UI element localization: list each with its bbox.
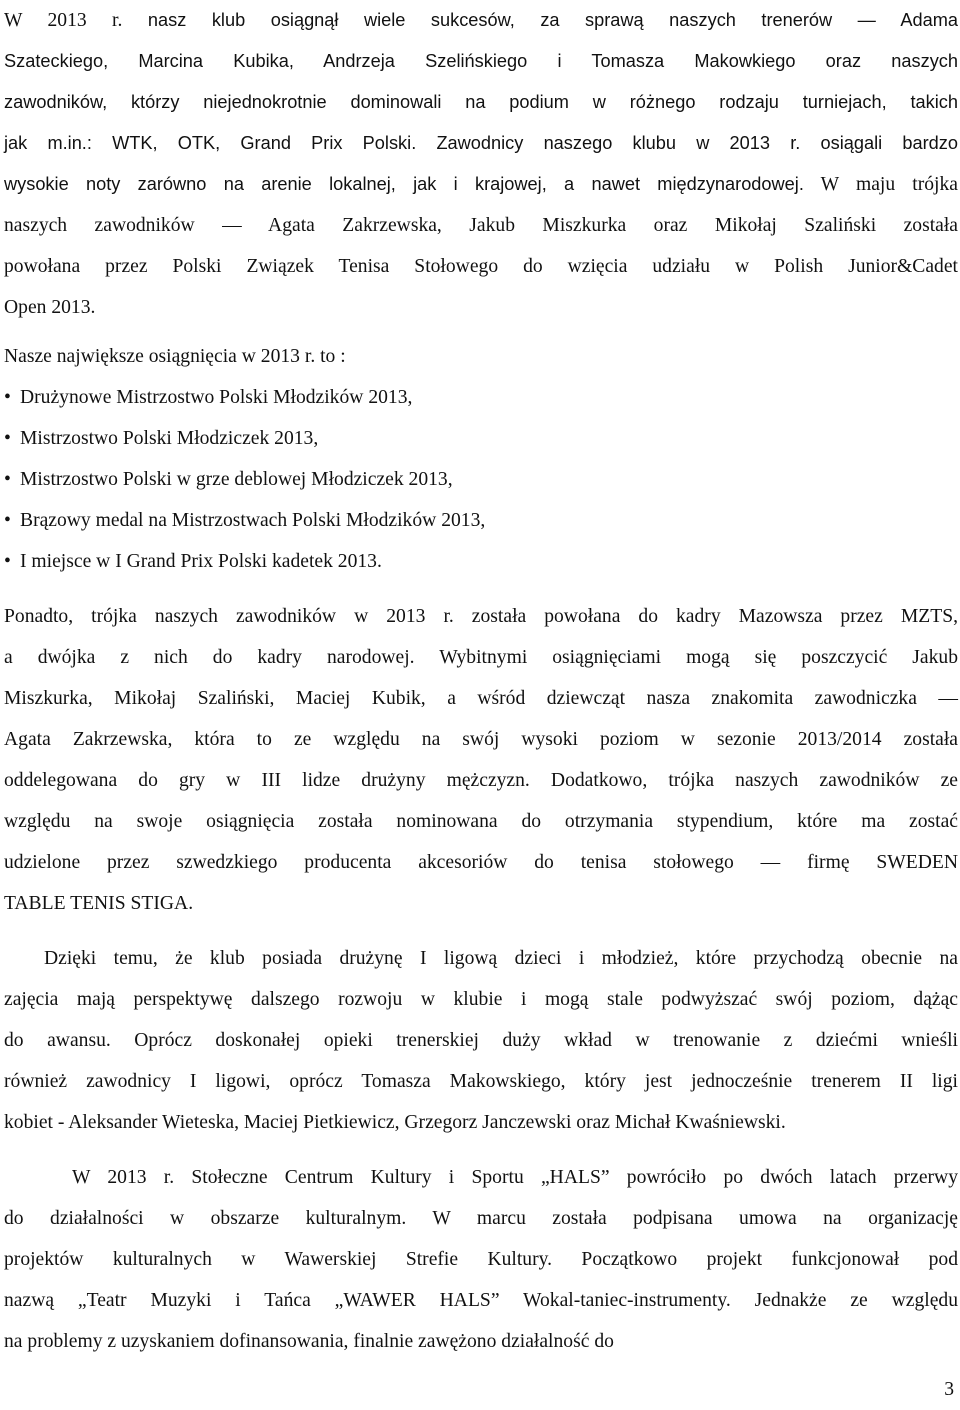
bullet-icon: •	[4, 510, 11, 531]
paragraph-line: Agata Zakrzewska, która to ze względu na swój wysoki poziom w sezonie 2013/2014 została	[4, 729, 958, 750]
text-run: wysokie noty zarówno na arenie lokalnej, jak i krajowej, a nawet międzynarodowej.	[4, 174, 804, 194]
paragraph-line: Open 2013.	[4, 297, 96, 318]
list-item	[4, 541, 958, 582]
list-item	[4, 459, 958, 500]
paragraph-line: TABLE TENIS STIGA.	[4, 893, 194, 914]
paragraph-line: na problemy z uzyskaniem dofinansowania, finalnie zawężono działalność do	[4, 1331, 614, 1352]
list-item-text: I miejsce w I Grand Prix Polski kadetek 2013.	[20, 551, 382, 572]
paragraph-line: Dzięki temu, że klub posiada drużynę I ligową dzieci i młodzież, które przychodzą obecnie na	[44, 948, 958, 969]
paragraph-line: a dwójka z nich do kadry narodowej. Wybitnymi osiągnięciami mogą się poszczycić Jakub	[4, 647, 958, 668]
bullet-icon: •	[4, 428, 11, 449]
paragraph-line	[4, 0, 958, 41]
paragraph-line: zajęcia mają perspektywę dalszego rozwoju w klubie i mogą stale podwyższać swój poziom, dążąc	[4, 989, 958, 1010]
paragraph-line: względu na swoje osiągnięcia została nominowana do otrzymania stypendium, które ma zostać	[4, 811, 958, 832]
paragraph-line: zawodników, którzy niejednokrotnie dominowali na podium w różnego rodzaju turniejach, takich	[4, 92, 958, 112]
paragraph-line: jak m.in.: WTK, OTK, Grand Prix Polski. Zawodnicy naszego klubu w 2013 r. osiągali bardzo	[4, 133, 958, 153]
text-run: nasz klub osiągnął wiele sukcesów, za sprawą naszych trenerów — Adama	[122, 10, 958, 30]
list-item-text: Drużynowe Mistrzostwo Polski Młodzików 2013,	[20, 387, 413, 408]
bullet-icon: •	[4, 387, 11, 408]
paragraph-regional-team	[4, 596, 958, 924]
paragraph-line: nazwą „Teatr Muzyki i Tańca „WAWER HALS” Wokal-taniec-instrumenty. Jednakże ze względu	[4, 1290, 958, 1311]
paragraph-line: do działalności w obszarze kulturalnym. W marcu została podpisana umowa na organizację	[4, 1208, 958, 1229]
paragraph-line: powołana przez Polski Związek Tenisa Stołowego do wzięcia udziału w Polish Junior&Cadet	[4, 256, 958, 277]
paragraph-first-league	[4, 938, 958, 1143]
paragraph-line: naszych zawodników — Agata Zakrzewska, Jakub Miszkurka oraz Mikołaj Szaliński została	[4, 215, 958, 236]
list-item	[4, 418, 958, 459]
list-item-text: Brązowy medal na Mistrzostwach Polski Młodzików 2013,	[20, 510, 486, 531]
paragraph-line	[4, 164, 958, 205]
paragraph-line: również zawodnicy I ligowi, oprócz Tomasza Makowskiego, który jest jednocześnie trenerem II ligi	[4, 1071, 958, 1092]
paragraph-line: projektów kulturalnych w Wawerskiej Strefie Kultury. Początkowo projekt funkcjonował pod	[4, 1249, 958, 1270]
list-item	[4, 377, 958, 418]
text-run: W maju trójka	[803, 174, 958, 195]
paragraph-line: Ponadto, trójka naszych zawodników w 2013 r. została powołana do kadry Mazowsza przez MZTS,	[4, 606, 958, 627]
bullet-icon: •	[4, 469, 11, 490]
document-page	[4, 0, 958, 1362]
paragraph-line: Miszkurka, Mikołaj Szaliński, Maciej Kubik, a wśród dziewcząt nasza znakomita zawodniczka —	[4, 688, 958, 709]
list-item	[4, 500, 958, 541]
paragraph-hals-culture	[4, 1157, 958, 1362]
list-item-text: Mistrzostwo Polski Młodziczek 2013,	[20, 428, 319, 449]
paragraph-line: W 2013 r. Stołeczne Centrum Kultury i Sportu „HALS” powróciło po dwóch latach przerwy	[72, 1167, 958, 1188]
list-item-text: Mistrzostwo Polski w grze deblowej Młodziczek 2013,	[20, 469, 453, 490]
paragraph-line: oddelegowana do gry w III lidze drużyny mężczyzn. Dodatkowo, trójka naszych zawodników ze	[4, 770, 958, 791]
paragraph-line: kobiet - Aleksander Wieteska, Maciej Pietkiewicz, Grzegorz Janczewski oraz Michał Kwaśniewski.	[4, 1112, 786, 1133]
achievements-list	[4, 377, 958, 582]
paragraph-line: udzielone przez szwedzkiego producenta akcesoriów do tenisa stołowego — firmę SWEDEN	[4, 852, 958, 873]
paragraph-line: Szateckiego, Marcina Kubika, Andrzeja Szelińskiego i Tomasza Makowkiego oraz naszych	[4, 51, 958, 71]
achievements-heading: Nasze największe osiągnięcia w 2013 r. to :	[4, 346, 346, 367]
text-run: W 2013 r.	[4, 10, 123, 31]
paragraph-line: do awansu. Oprócz doskonałej opieki trenerskiej duży wkład w trenowanie z dziećmi wnieśli	[4, 1030, 958, 1051]
paragraph-club-successes	[4, 0, 958, 328]
page-number: 3	[944, 1379, 954, 1400]
bullet-icon: •	[4, 551, 11, 572]
